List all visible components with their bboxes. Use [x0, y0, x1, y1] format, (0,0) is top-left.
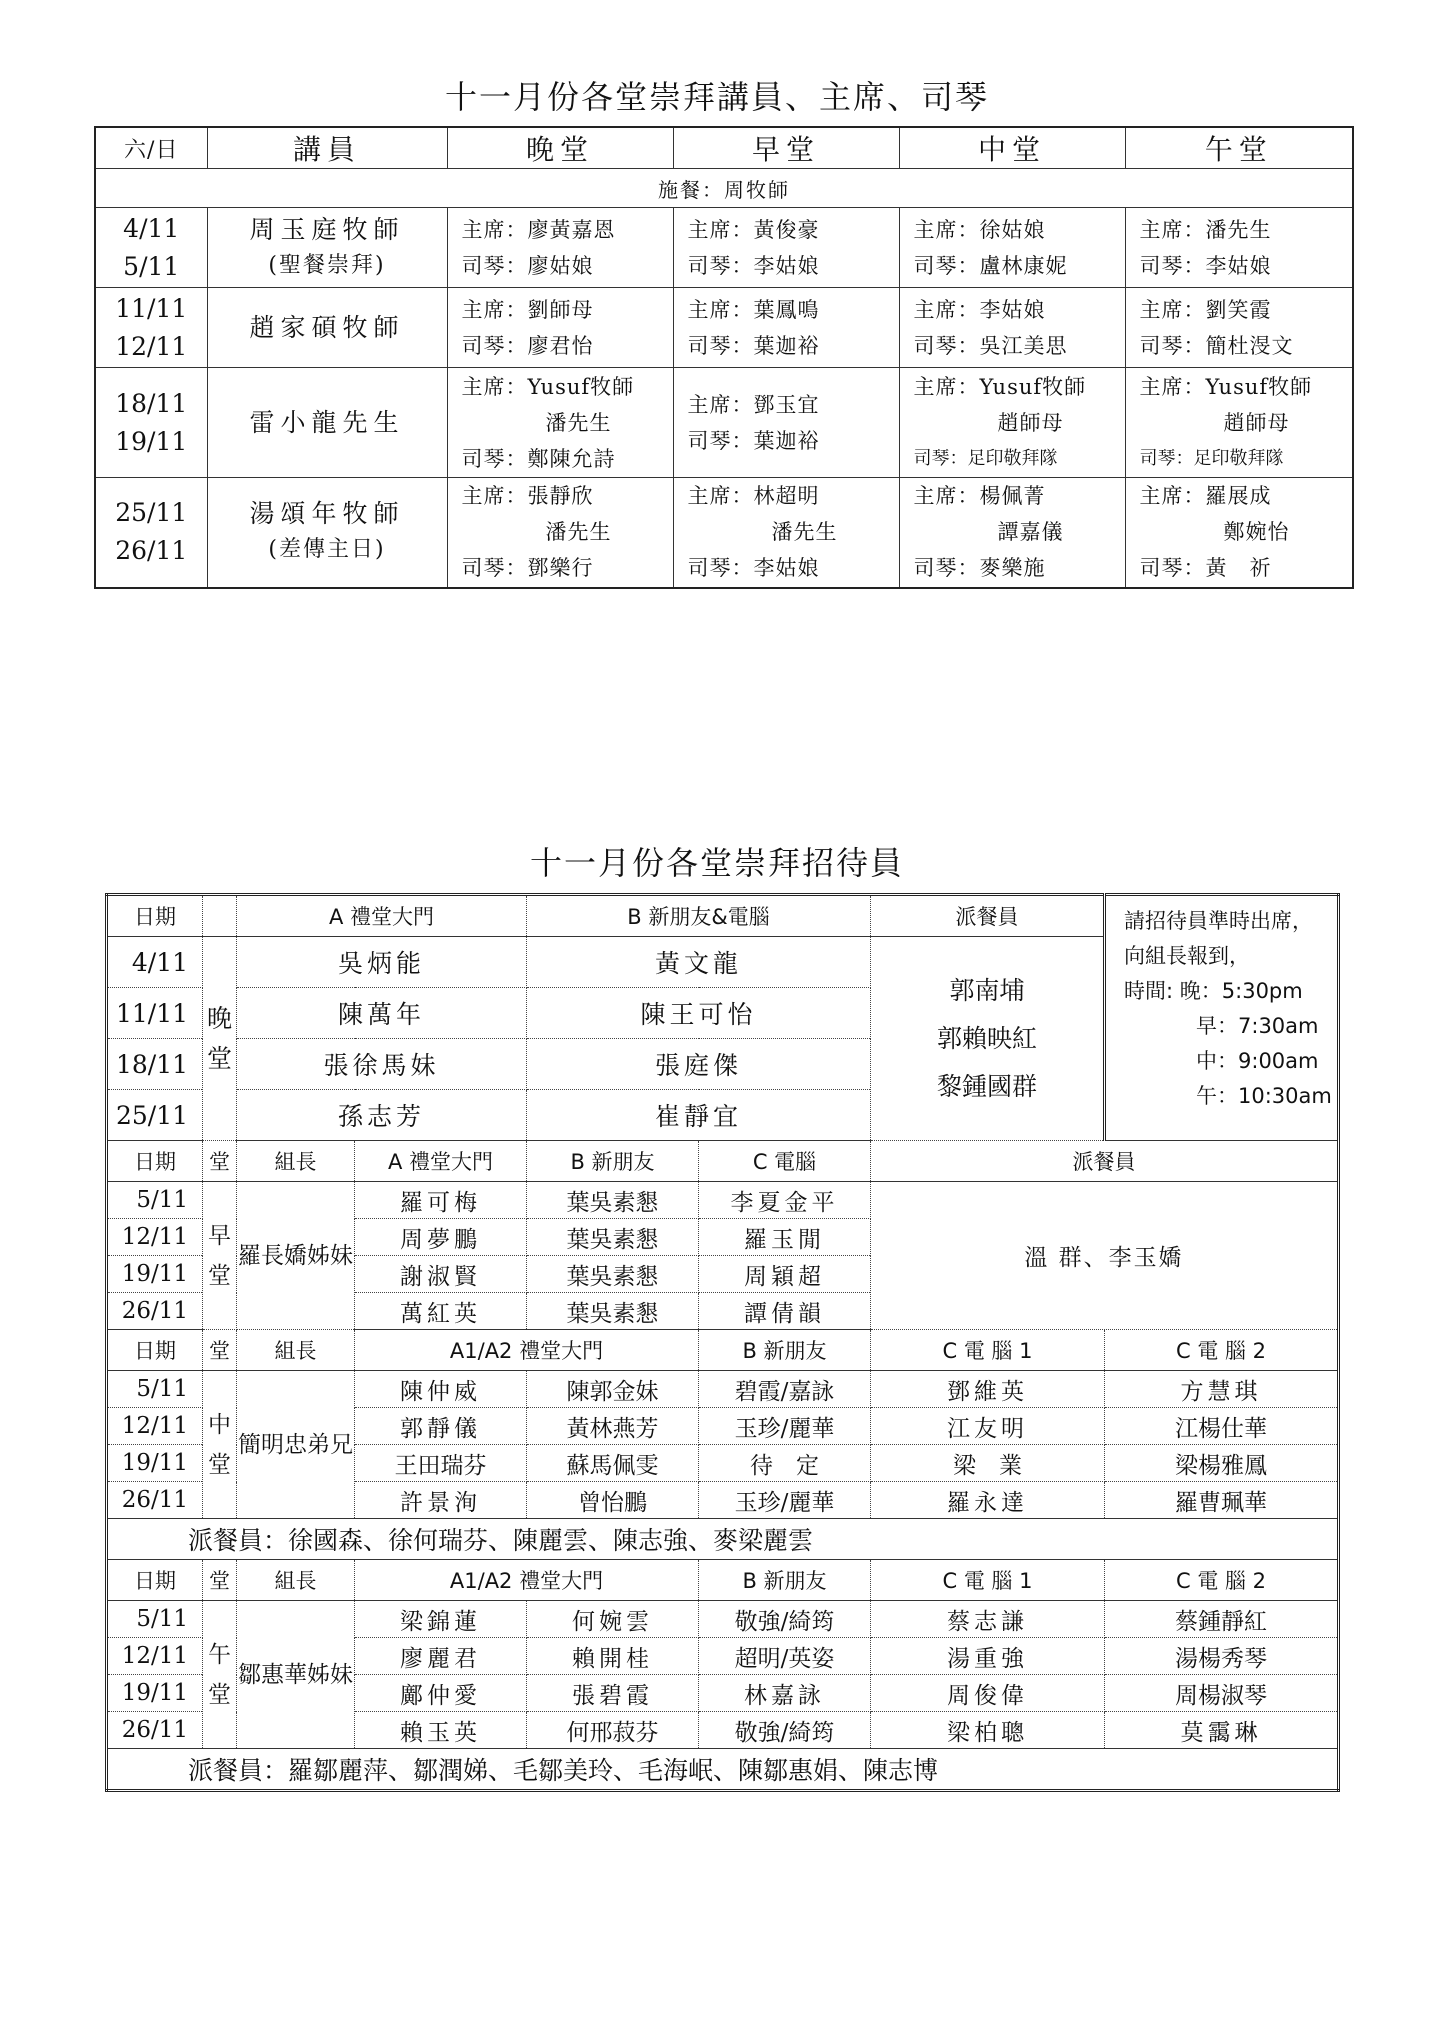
- header-afternoon: 午堂: [1125, 127, 1353, 169]
- usher-a2: 曾怡鵬: [527, 1482, 699, 1519]
- usher-b: 黃文龍: [527, 937, 871, 988]
- ushers-title: 十一月份各堂崇拜招待員: [529, 844, 904, 882]
- co-chair: 潘先生: [771, 520, 838, 545]
- chair: 主席：廖黃嘉恩: [461, 217, 616, 242]
- header-a-door: A 禮堂大門: [237, 895, 527, 937]
- header-a1a2-door: A1/A2 禮堂大門: [355, 1560, 699, 1601]
- date-cell: 19/11: [107, 1675, 203, 1712]
- header-servers: 派餐員: [871, 895, 1105, 937]
- usher-c1: 梁 業: [871, 1445, 1105, 1482]
- chair: 主席：楊佩菁: [913, 484, 1046, 509]
- date-sun: 19/11: [115, 426, 188, 456]
- afternoon-cell: [1125, 288, 1353, 368]
- usher-b: 碧霞/嘉詠: [699, 1371, 871, 1408]
- pianist: 司琴：李姑娘: [687, 556, 820, 581]
- server-name: 郭南埔: [949, 975, 1025, 1005]
- date-sat: 4/11: [123, 213, 180, 243]
- header-date: 日期: [107, 895, 203, 937]
- chair: 主席：Yusuf牧師: [1139, 374, 1313, 399]
- usher-a2: 張碧霞: [527, 1675, 699, 1712]
- roster-speaker: [207, 368, 447, 478]
- pianist: 司琴：葉迦裕: [687, 428, 820, 453]
- table-row: [107, 1182, 1339, 1219]
- roster-row: [95, 478, 1353, 588]
- evening-cell: [447, 478, 673, 588]
- header-service: 堂: [203, 1560, 237, 1601]
- usher-c1: 江友明: [871, 1408, 1105, 1445]
- evening-cell: [447, 208, 673, 288]
- pianist: 司琴：黃 祈: [1139, 556, 1272, 581]
- pianist: 司琴：廖姑娘: [461, 253, 594, 278]
- note-line: 請招待員準時出席，: [1124, 909, 1314, 933]
- header-b-newfriend: B 新朋友: [699, 1560, 871, 1601]
- usher-a2: 何邢菽芬: [527, 1712, 699, 1749]
- usher-b: 陳王可怡: [527, 988, 871, 1039]
- midday-cell: [899, 478, 1125, 588]
- roster-dates: [95, 478, 207, 588]
- date-cell: 26/11: [107, 1482, 203, 1519]
- server-name: 黎鍾國群: [937, 1071, 1038, 1101]
- header-c-pc1: C 電 腦 1: [871, 1560, 1105, 1601]
- morning-cell: [673, 208, 899, 288]
- usher-a1: 賴玉英: [355, 1712, 527, 1749]
- header-servers: 派餐員: [871, 1141, 1339, 1182]
- usher-c1: 鄧維英: [871, 1371, 1105, 1408]
- group-leader: 羅長嬌姊妹: [237, 1182, 355, 1330]
- header-leader: 組長: [237, 1560, 355, 1601]
- midday-cell: [899, 368, 1125, 478]
- usher-b: 張庭傑: [527, 1039, 871, 1090]
- usher-a1: 王田瑞芬: [355, 1445, 527, 1482]
- ushers-table: [105, 893, 1340, 1792]
- usher-instructions: [1105, 895, 1339, 1141]
- note-line: 中：9:00am: [1196, 1049, 1319, 1073]
- pianist: 司琴：李姑娘: [1139, 253, 1272, 278]
- afternoon-header-row: [107, 1560, 1339, 1601]
- header-b-newfriend: B 新朋友: [527, 1141, 699, 1182]
- chair: 主席：黃俊豪: [687, 217, 820, 242]
- usher-b: 葉吳素懇: [527, 1256, 699, 1293]
- speaker-name: 湯頌年牧師: [249, 499, 405, 529]
- co-chair: 鄭婉怡: [1223, 520, 1290, 545]
- usher-a2: 陳郭金妹: [527, 1371, 699, 1408]
- usher-c1: 湯重強: [871, 1638, 1105, 1675]
- usher-a: 吳炳能: [237, 937, 527, 988]
- date-sun: 5/11: [123, 251, 180, 281]
- usher-c1: 羅永達: [871, 1482, 1105, 1519]
- pianist: 司琴：足印敬拜隊: [913, 447, 1058, 469]
- header-date: 日期: [107, 1330, 203, 1371]
- header-speaker: 講員: [207, 127, 447, 169]
- morning-cell: [673, 288, 899, 368]
- banquet-row: [95, 169, 1353, 208]
- header-date: 日期: [107, 1560, 203, 1601]
- header-morning: 早堂: [673, 127, 899, 169]
- table-row: [107, 1371, 1339, 1408]
- midday-header-row: [107, 1330, 1339, 1371]
- date-sat: 18/11: [115, 388, 188, 418]
- date-cell: 5/11: [107, 1182, 203, 1219]
- header-date: 六/日: [95, 127, 207, 169]
- usher-a: 周夢鵬: [355, 1219, 527, 1256]
- note-line: 午：10:30am: [1196, 1084, 1332, 1108]
- chair: 主席：Yusuf牧師: [461, 374, 635, 399]
- usher-a1: 鄺仲愛: [355, 1675, 527, 1712]
- midday-servers: 派餐員：徐國森、徐何瑞芬、陳麗雲、陳志強、麥梁麗雲: [107, 1519, 1339, 1560]
- header-leader: 組長: [237, 1141, 355, 1182]
- server-name: 郭賴映紅: [937, 1023, 1038, 1053]
- group-leader: 簡明忠弟兄: [237, 1371, 355, 1519]
- table-row: [107, 1601, 1339, 1638]
- date-cell: 5/11: [107, 1601, 203, 1638]
- usher-a: 羅可梅: [355, 1182, 527, 1219]
- roster-header-row: [95, 127, 1353, 169]
- usher-b: 玉珍/麗華: [699, 1482, 871, 1519]
- chair: 主席：葉鳳鳴: [687, 297, 820, 322]
- date-cell: 11/11: [107, 988, 203, 1039]
- usher-b: 葉吳素懇: [527, 1219, 699, 1256]
- usher-a1: 廖麗君: [355, 1638, 527, 1675]
- co-chair: 潘先生: [545, 520, 612, 545]
- roster-row: [95, 208, 1353, 288]
- header-service: 堂: [203, 1141, 237, 1182]
- roster-table: [94, 126, 1354, 589]
- usher-c2: 莫靄琳: [1105, 1712, 1339, 1749]
- usher-b: 待 定: [699, 1445, 871, 1482]
- usher-c: 周穎超: [699, 1256, 871, 1293]
- usher-a2: 蘇馬佩雯: [527, 1445, 699, 1482]
- afternoon-cell: [1125, 208, 1353, 288]
- morning-cell: [673, 478, 899, 588]
- roster-speaker: [207, 208, 447, 288]
- group-leader: 鄒惠華姊妹: [237, 1601, 355, 1749]
- header-blank: [203, 895, 237, 937]
- header-evening: 晚堂: [447, 127, 673, 169]
- date-cell: 19/11: [107, 1445, 203, 1482]
- co-chair: 趙師母: [1223, 410, 1290, 435]
- roster-speaker: [207, 288, 447, 368]
- usher-c2: 方慧琪: [1105, 1371, 1339, 1408]
- usher-c1: 梁柏聰: [871, 1712, 1105, 1749]
- roster-speaker: [207, 478, 447, 588]
- roster-row: [95, 288, 1353, 368]
- date-cell: 12/11: [107, 1638, 203, 1675]
- header-leader: 組長: [237, 1330, 355, 1371]
- service-label: 午堂: [203, 1601, 237, 1749]
- usher-a2: 何婉雲: [527, 1601, 699, 1638]
- co-chair: 趙師母: [997, 410, 1064, 435]
- speaker-name: 周玉庭牧師: [249, 214, 405, 244]
- usher-a: 陳萬年: [237, 988, 527, 1039]
- midday-servers-row: [107, 1519, 1339, 1560]
- roster-row: [95, 368, 1353, 478]
- usher-a: 張徐馬妹: [237, 1039, 527, 1090]
- pianist: 司琴：李姑娘: [687, 253, 820, 278]
- morning-servers: 溫 群、李玉嬌: [871, 1182, 1339, 1330]
- header-date: 日期: [107, 1141, 203, 1182]
- chair: 主席：劉笑霞: [1139, 297, 1272, 322]
- usher-c2: 湯楊秀琴: [1105, 1638, 1339, 1675]
- pianist: 司琴：葉迦裕: [687, 333, 820, 358]
- header-c-pc2: C 電 腦 2: [1105, 1330, 1339, 1371]
- usher-b: 崔靜宜: [527, 1090, 871, 1141]
- note-line: 時間: 晚：5:30pm: [1124, 979, 1303, 1003]
- service-label: 晚堂: [203, 937, 237, 1141]
- usher-c: 譚倩韻: [699, 1293, 871, 1330]
- usher-a1: 許景洵: [355, 1482, 527, 1519]
- usher-c2: 梁楊雅鳳: [1105, 1445, 1339, 1482]
- roster-dates: [95, 368, 207, 478]
- usher-b: 敬強/綺筠: [699, 1601, 871, 1638]
- usher-a2: 賴開桂: [527, 1638, 699, 1675]
- date-cell: 19/11: [107, 1256, 203, 1293]
- roster-dates: [95, 208, 207, 288]
- chair: 主席：李姑娘: [913, 297, 1046, 322]
- usher-b: 葉吳素懇: [527, 1293, 699, 1330]
- afternoon-cell: [1125, 478, 1353, 588]
- roster-dates: [95, 288, 207, 368]
- midday-cell: [899, 208, 1125, 288]
- afternoon-cell: [1125, 368, 1353, 478]
- morning-cell: [673, 368, 899, 478]
- speaker-note: (差傳主日): [268, 537, 386, 563]
- usher-b: 葉吳素懇: [527, 1182, 699, 1219]
- note-line: 早：7:30am: [1196, 1014, 1319, 1038]
- chair: 主席：徐姑娘: [913, 217, 1046, 242]
- header-service: 堂: [203, 1330, 237, 1371]
- service-label: 中堂: [203, 1371, 237, 1519]
- header-a1a2-door: A1/A2 禮堂大門: [355, 1330, 699, 1371]
- pianist: 司琴：吳江美思: [913, 333, 1068, 358]
- date-sun: 12/11: [115, 331, 188, 361]
- pianist: 司琴：盧林康妮: [913, 253, 1068, 278]
- usher-b: 敬強/綺筠: [699, 1712, 871, 1749]
- date-cell: 25/11: [107, 1090, 203, 1141]
- date-cell: 12/11: [107, 1408, 203, 1445]
- usher-b: 玉珍/麗華: [699, 1408, 871, 1445]
- evening-cell: [447, 368, 673, 478]
- header-a-door: A 禮堂大門: [355, 1141, 527, 1182]
- usher-c2: 江楊仕華: [1105, 1408, 1339, 1445]
- date-cell: 4/11: [107, 937, 203, 988]
- chair: 主席：鄧玉宜: [687, 392, 820, 417]
- usher-a1: 陳仲威: [355, 1371, 527, 1408]
- header-b-newfriend: B 新朋友: [699, 1330, 871, 1371]
- pianist: 司琴：鄭陳允詩: [461, 446, 616, 471]
- chair: 主席：Yusuf牧師: [913, 374, 1087, 399]
- usher-c2: 周楊淑琴: [1105, 1675, 1339, 1712]
- chair: 主席：羅展成: [1139, 484, 1272, 509]
- pianist: 司琴：簡杜渂文: [1139, 333, 1294, 358]
- usher-c2: 羅曹珮華: [1105, 1482, 1339, 1519]
- co-chair: 潘先生: [545, 410, 612, 435]
- header-b-newfriend-pc: B 新朋友&電腦: [527, 895, 871, 937]
- date-cell: 26/11: [107, 1293, 203, 1330]
- usher-a: 謝淑賢: [355, 1256, 527, 1293]
- speaker-name: 雷小龍先生: [249, 407, 405, 437]
- usher-b: 林嘉詠: [699, 1675, 871, 1712]
- header-midday: 中堂: [899, 127, 1125, 169]
- banquet-note: 施餐：周牧師: [95, 169, 1353, 208]
- service-label: 早堂: [203, 1182, 237, 1330]
- usher-b: 超明/英姿: [699, 1638, 871, 1675]
- usher-a: 萬紅英: [355, 1293, 527, 1330]
- pianist: 司琴：廖君怡: [461, 333, 594, 358]
- usher-c: 羅玉閒: [699, 1219, 871, 1256]
- usher-c: 李夏金平: [699, 1182, 871, 1219]
- header-c-pc2: C 電 腦 2: [1105, 1560, 1339, 1601]
- usher-a1: 梁錦蓮: [355, 1601, 527, 1638]
- evening-servers: [871, 937, 1105, 1141]
- evening-cell: [447, 288, 673, 368]
- date-sun: 26/11: [115, 536, 188, 566]
- chair: 主席：林超明: [687, 484, 820, 509]
- date-sat: 25/11: [115, 498, 188, 528]
- chair: 主席：潘先生: [1139, 217, 1272, 242]
- usher-c2: 蔡鍾靜紅: [1105, 1601, 1339, 1638]
- roster-title: 十一月份各堂崇拜講員、主席、司琴: [444, 78, 989, 116]
- chair: 主席：劉師母: [461, 297, 594, 322]
- usher-c1: 周俊偉: [871, 1675, 1105, 1712]
- afternoon-servers-row: [107, 1749, 1339, 1791]
- usher-a2: 黃林燕芳: [527, 1408, 699, 1445]
- pianist: 司琴：足印敬拜隊: [1139, 447, 1284, 469]
- header-c-pc: C 電腦: [699, 1141, 871, 1182]
- note-line: 向組長報到，: [1124, 944, 1251, 968]
- date-cell: 12/11: [107, 1219, 203, 1256]
- afternoon-servers: 派餐員：羅鄒麗萍、鄒潤娣、毛鄒美玲、毛海岷、陳鄒惠娟、陳志博: [107, 1749, 1339, 1791]
- pianist: 司琴：鄧樂行: [461, 556, 594, 581]
- speaker-name: 趙家碩牧師: [249, 312, 405, 342]
- morning-header-row: [107, 1141, 1339, 1182]
- usher-a: 孫志芳: [237, 1090, 527, 1141]
- evening-header-row: [107, 895, 1339, 937]
- date-cell: 18/11: [107, 1039, 203, 1090]
- usher-a1: 郭靜儀: [355, 1408, 527, 1445]
- header-c-pc1: C 電 腦 1: [871, 1330, 1105, 1371]
- co-chair: 譚嘉儀: [997, 520, 1064, 545]
- chair: 主席：張靜欣: [461, 484, 594, 509]
- midday-cell: [899, 288, 1125, 368]
- date-cell: 5/11: [107, 1371, 203, 1408]
- speaker-note: (聖餐崇拜): [268, 252, 386, 278]
- date-sat: 11/11: [115, 293, 188, 323]
- usher-c1: 蔡志謙: [871, 1601, 1105, 1638]
- date-cell: 26/11: [107, 1712, 203, 1749]
- pianist: 司琴：麥樂施: [913, 556, 1046, 581]
